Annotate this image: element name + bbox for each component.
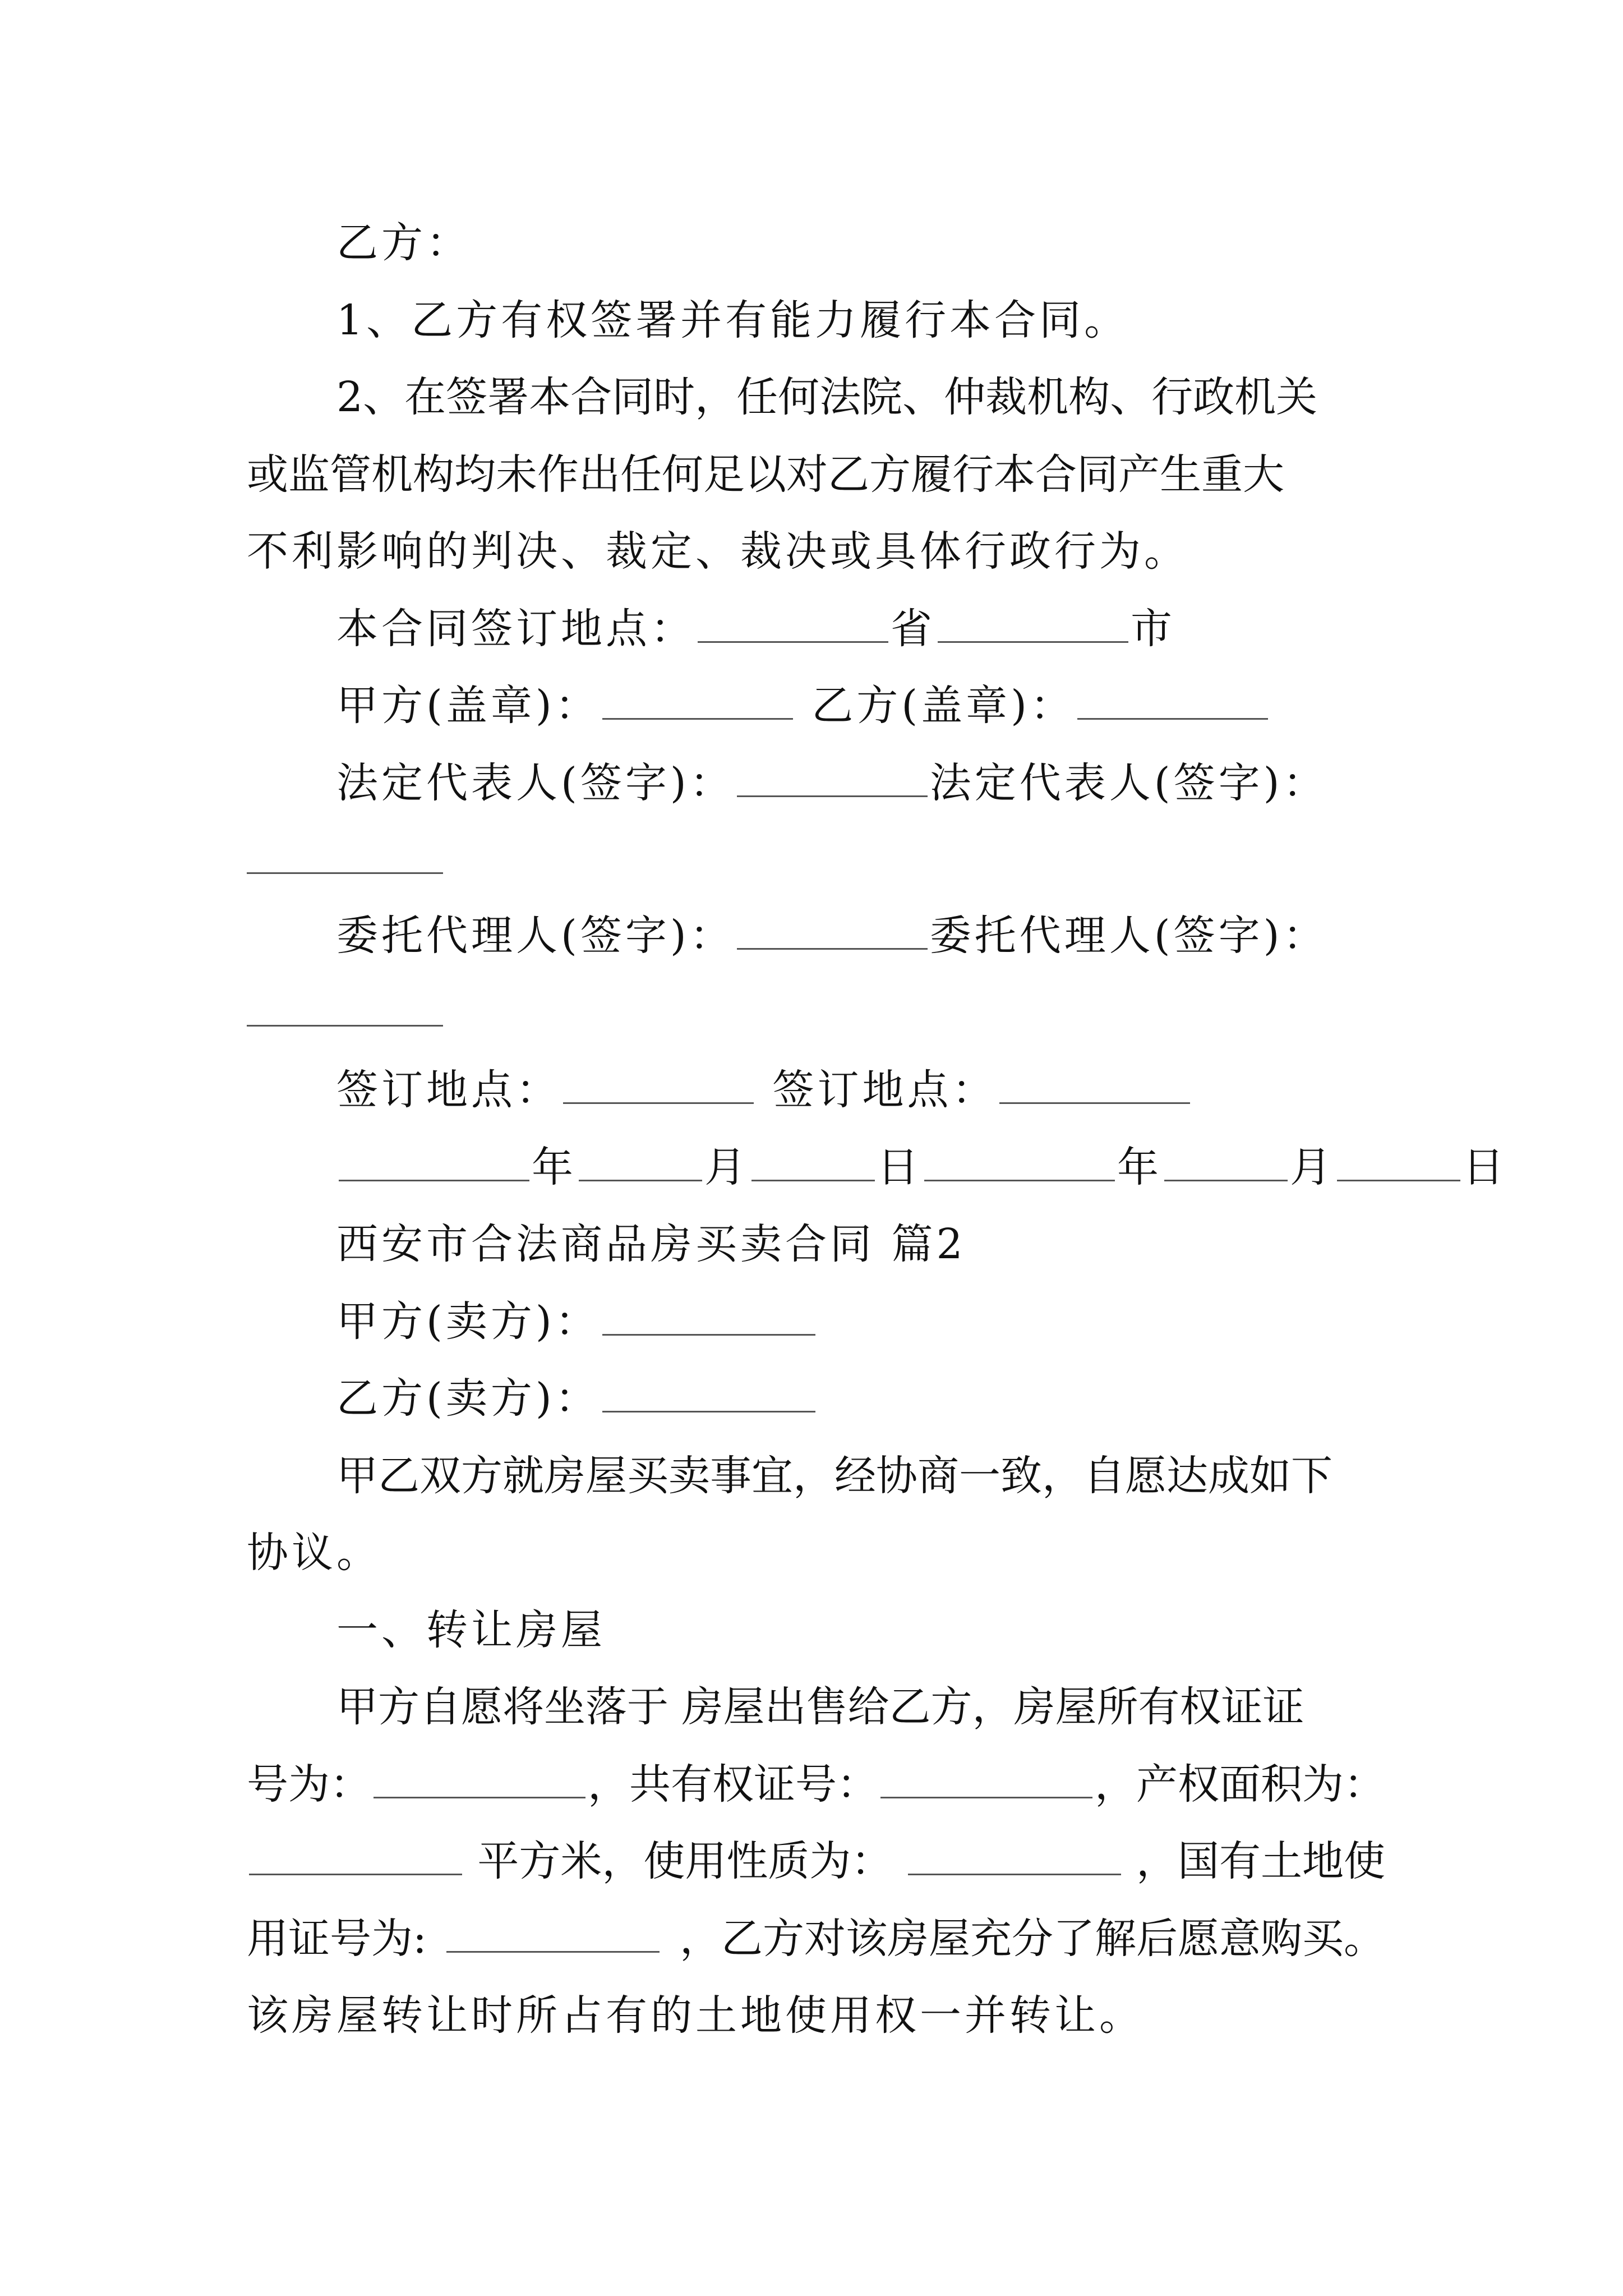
agreement-intro-text: 甲乙双方就房屋买卖事宜，经协商一致，自愿达成如下 <box>336 1452 1332 1500</box>
area-blank[interactable] <box>249 1834 462 1875</box>
article-1-line-5: 该房屋转让时所占有的土地使用权一并转让。 <box>247 1991 1144 2040</box>
usage-label: 平方米，使用性质为： <box>477 1837 893 1885</box>
party-a-month-blank[interactable] <box>579 1140 702 1181</box>
land-cert-blank[interactable] <box>446 1912 660 1953</box>
party-a-legal-rep-label: 法定代表人(签字)： <box>336 759 735 807</box>
party-b-year-blank[interactable] <box>924 1140 1115 1181</box>
party-b-agent-label: 委托代理人(签字)： <box>929 912 1328 960</box>
section-title: 西安市合法商品房买卖合同 篇2 <box>336 1220 966 1268</box>
province-blank[interactable] <box>698 602 888 643</box>
party-b-heading: 乙方： <box>336 219 471 267</box>
party-b-place-label: 签订地点： <box>772 1066 997 1114</box>
agreement-intro-line-1 <box>336 1449 1385 1503</box>
co-owner-cert-label: ，共有权证号： <box>588 1760 878 1809</box>
seal-line <box>336 679 1385 733</box>
article-1-line-4 <box>247 1912 1385 1966</box>
clause-2-line-1 <box>336 370 1385 424</box>
seller-blank[interactable] <box>602 1295 815 1336</box>
clause-2-line-2 <box>247 448 1385 501</box>
article-1-heading: 一、转让房屋 <box>336 1606 606 1654</box>
party-b-legal-rep-blank[interactable] <box>247 872 443 874</box>
usage-blank[interactable] <box>908 1834 1121 1875</box>
cert-no-label: 号为： <box>247 1760 371 1809</box>
party-a-legal-rep-blank[interactable] <box>737 756 928 797</box>
buyer-acceptance-text: ，乙方对该房屋充分了解后愿意购买。 <box>680 1915 1385 1963</box>
party-b-month-blank[interactable] <box>1164 1140 1288 1181</box>
party-a-agent-blank[interactable] <box>737 909 928 950</box>
legal-rep-line <box>336 756 1385 810</box>
buyer-blank[interactable] <box>602 1372 815 1412</box>
cert-no-blank[interactable] <box>374 1757 585 1798</box>
party-a-place-blank[interactable] <box>563 1063 754 1104</box>
article-1-text-1: 甲方自愿将坐落于 房屋出售给乙方，房屋所有权证证 <box>336 1683 1304 1731</box>
city-label: 市 <box>1131 605 1175 653</box>
day-label-b: 日 <box>1463 1143 1507 1191</box>
day-label-a: 日 <box>877 1143 922 1191</box>
agent-line <box>336 909 1385 963</box>
seller-label: 甲方(卖方)： <box>336 1297 600 1346</box>
date-line <box>336 1140 1507 1194</box>
party-a-seal-blank[interactable] <box>602 679 793 720</box>
signing-place-line <box>336 602 1385 656</box>
month-label-b: 月 <box>1290 1143 1335 1191</box>
party-b-place-blank[interactable] <box>999 1063 1190 1104</box>
buyer-line <box>336 1372 1385 1425</box>
clause-2-text-2: 或监管机构均未作出任何足以对乙方履行本合同产生重大 <box>247 450 1284 499</box>
party-b-agent-blank[interactable] <box>247 1025 443 1027</box>
province-label: 省 <box>891 605 935 653</box>
signing-place-label: 本合同签订地点： <box>336 605 695 653</box>
party-a-agent-label: 委托代理人(签字)： <box>336 912 735 960</box>
party-b-seal-blank[interactable] <box>1077 679 1268 720</box>
party-a-day-blank[interactable] <box>751 1140 875 1181</box>
party-b-legal-rep-label: 法定代表人(签字)： <box>929 759 1328 807</box>
clause-1: 1、乙方有权签署并有能力履行本合同。 <box>336 296 1129 344</box>
year-label-b: 年 <box>1117 1143 1162 1191</box>
co-owner-cert-blank[interactable] <box>880 1757 1092 1798</box>
city-blank[interactable] <box>938 602 1128 643</box>
party-a-seal-label: 甲方(盖章)： <box>336 682 600 730</box>
year-label-a: 年 <box>532 1143 577 1191</box>
party-a-place-label: 签订地点： <box>336 1066 561 1114</box>
party-a-year-blank[interactable] <box>339 1140 529 1181</box>
land-cert-label-2: 用证号为: <box>247 1915 427 1963</box>
place-line <box>336 1063 1385 1117</box>
party-b-seal-label: 乙方(盖章)： <box>811 682 1076 730</box>
seller-line <box>336 1295 1385 1349</box>
agreement-intro-line-2: 协议。 <box>247 1529 381 1577</box>
party-b-day-blank[interactable] <box>1337 1140 1460 1181</box>
land-cert-label-1: ，国有土地使 <box>1136 1837 1385 1885</box>
buyer-label: 乙方(卖方)： <box>336 1374 600 1423</box>
article-1-line-1 <box>336 1680 1385 1734</box>
month-label-a: 月 <box>704 1143 749 1191</box>
area-label: ，产权面积为： <box>1095 1760 1385 1809</box>
article-1-line-3 <box>247 1834 1385 1888</box>
clause-2-line-3: 不利影响的判决、裁定、裁决或具体行政行为。 <box>247 527 1189 576</box>
article-1-line-2 <box>247 1757 1385 1811</box>
clause-2-text: 2、在签署本合同时，任何法院、仲裁机构、行政机关 <box>336 373 1318 421</box>
